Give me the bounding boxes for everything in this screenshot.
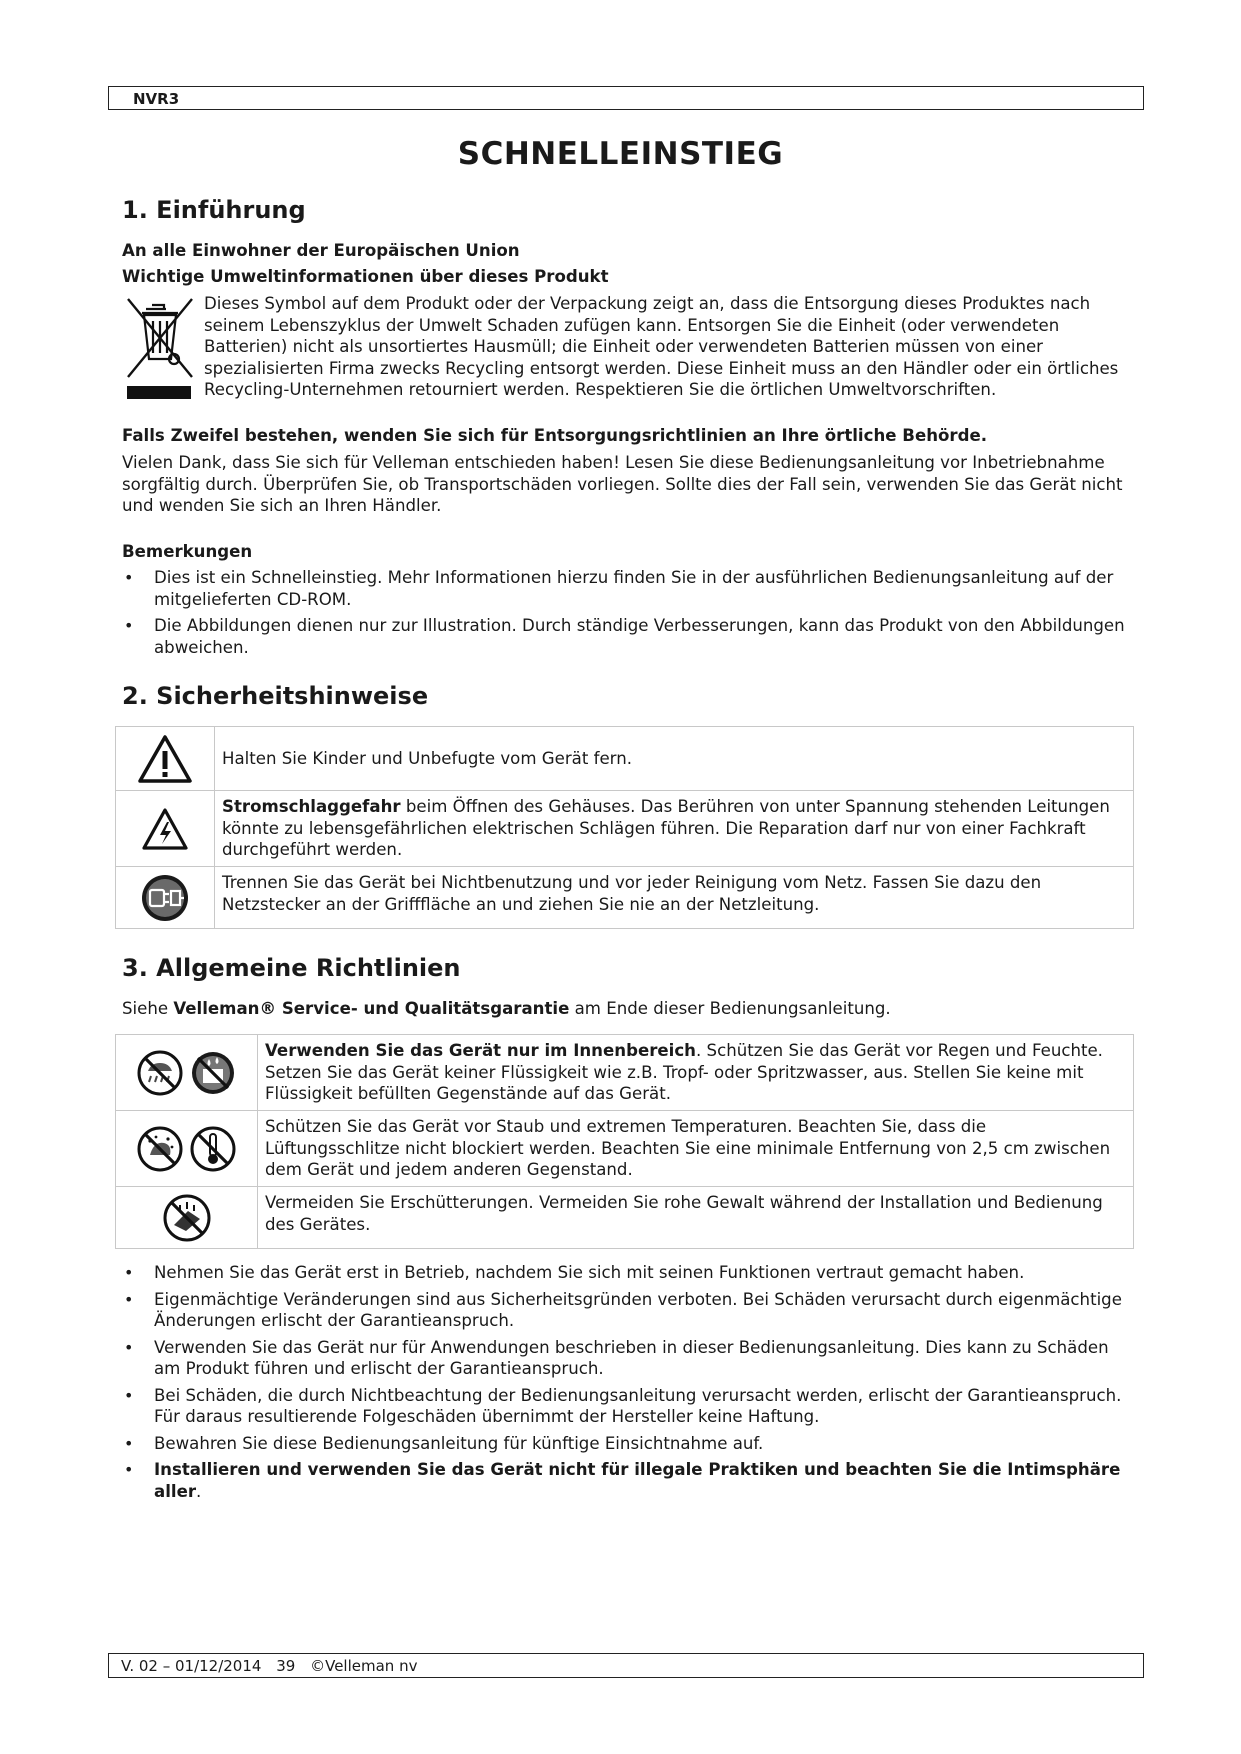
disposal-doubt-text: Falls Zweifel bestehen, wenden Sie sich für Entsorgungsrichtlinien an Ihre örtliche Behörde. <box>122 426 988 445</box>
table-row <box>116 1111 1134 1187</box>
guarantee-intro <box>122 998 1132 1020</box>
list-item <box>122 1459 1132 1502</box>
list-item: • Dies ist ein Schnelleinstieg. Mehr Informationen hierzu finden Sie in der ausführlichen Bedienungsanleitung auf der mitgelieferten CD-ROM. <box>122 567 1132 610</box>
list-item: • Eigenmächtige Veränderungen sind aus Sicherheitsgründen verboten. Bei Schäden verursacht durch eigenmächtige Änderungen erlischt der Garantieanspruch. <box>122 1289 1132 1332</box>
page-footer <box>108 1653 1144 1678</box>
text-cell: Trennen Sie das Gerät bei Nichtbenutzung und vor jeder Reinigung vom Netz. Fassen Sie dazu den Netzstecker an der Grifffläche an und ziehen Sie nie an der Netzleitung. <box>215 867 1134 929</box>
weee-bin-icon <box>122 293 198 379</box>
list-item: • Verwenden Sie das Gerät nur für Anwendungen beschrieben in dieser Bedienungsanleitung. Dies kann zu Schäden am Produkt führen und erlischt der Garantieanspruch. <box>122 1337 1132 1380</box>
table-row <box>116 1035 1134 1111</box>
table-row <box>116 1187 1134 1249</box>
safety-table <box>115 726 1134 929</box>
copyright-label: ©Velleman nv <box>310 1657 418 1675</box>
no-rain-icon <box>136 1062 189 1081</box>
intro-suffix: am Ende dieser Bedienungsanleitung. <box>569 999 891 1018</box>
no-dust-icon <box>136 1138 189 1157</box>
icon-cell <box>116 1035 258 1111</box>
version-label: V. 02 – 01/12/2014 <box>121 1657 262 1675</box>
remarks-heading: Bemerkungen <box>122 542 253 561</box>
no-water-icon <box>189 1062 237 1081</box>
icon-cell <box>116 791 215 867</box>
intro-prefix: Siehe <box>122 999 174 1018</box>
text-cell: Schützen Sie das Gerät vor Staub und extremen Temperaturen. Beachten Sie, dass die Lüftungsschlitze nicht blockiert werden. Beachten Sie eine minimale Entfernung von 2,5 cm zwischen dem Gerät und jedem anderen Gegenstand. <box>258 1111 1134 1187</box>
text-cell: Vermeiden Sie Erschütterungen. Vermeiden Sie rohe Gewalt während der Installation und Bedienung des Gerätes. <box>258 1187 1134 1249</box>
electric-shock-icon <box>141 818 189 837</box>
indoor-bold: Verwenden Sie das Gerät nur im Innenbereich <box>265 1041 696 1060</box>
last-bullet-bold: Installieren und verwenden Sie das Gerät nicht für illegale Praktiken und beachten Sie die Intimsphäre aller <box>154 1460 1121 1501</box>
guidelines-list <box>122 1262 1132 1502</box>
section-3-heading: 3. Allgemeine Richtlinien <box>122 954 461 982</box>
remarks-list <box>122 567 1132 658</box>
section-1-heading: 1. Einführung <box>122 196 306 224</box>
text-cell: Halten Sie Kinder und Unbefugte vom Gerät fern. <box>215 727 1134 791</box>
icon-cell <box>116 1187 258 1249</box>
warning-icon <box>137 748 193 767</box>
last-bullet-suffix: . <box>196 1481 202 1501</box>
thanks-text: Vielen Dank, dass Sie sich für Velleman entschieden haben! Lesen Sie diese Bedienungsanleitung vor Inbetriebnahme sorgfältig durch. Überprüfen Sie, ob Transportschäden vorliegen. Sollte dies der Fall sein, verwenden Sie das Gerät nicht und wenden Sie sich an Ihren Händler. <box>122 453 1123 515</box>
table-row <box>116 727 1134 791</box>
model-label: NVR3 <box>133 90 180 108</box>
icon-cell <box>116 727 215 791</box>
text-cell <box>215 791 1134 867</box>
weee-bar <box>127 386 191 399</box>
document-title: SCHNELLEINSTIEG <box>457 136 784 172</box>
table-row <box>116 791 1134 867</box>
indoor-text: . Schützen Sie das Gerät vor Regen und Feuchte. Setzen Sie das Gerät keiner Flüssigkeit wie z.B. Tropf- oder Spritzwasser, aus. Stellen Sie keine mit Flüssigkeit befüllten Gegenstände auf das Gerät. <box>265 1041 1103 1103</box>
shock-text: beim Öffnen des Gehäuses. Das Berühren von unter Spannung stehenden Leitungen könnte zu lebensgefährlichen elektrischen Schlägen führen. Die Reparation darf nur von einer Fachkraft durchgeführt werden. <box>222 797 1110 859</box>
icon-cell <box>116 867 215 929</box>
shock-bold: Stromschlaggefahr <box>222 797 401 816</box>
icon-cell <box>116 1111 258 1187</box>
no-shock-icon <box>162 1207 212 1226</box>
list-item: • Bei Schäden, die durch Nichtbeachtung der Bedienungsanleitung verursacht werden, erlischt der Garantieanspruch. Für daraus resultierende Folgeschäden übernimmt der Hersteller keine Haftung. <box>122 1385 1132 1428</box>
eu-heading: An alle Einwohner der Europäischen Union <box>122 241 520 260</box>
weee-text: Dieses Symbol auf dem Produkt oder der Verpackung zeigt an, dass die Entsorgung dieses Produktes nach seinem Lebenszyklus der Umwelt Schaden zufügen kann. Entsorgen Sie die Einheit (oder verwendeten Batterien) nicht als unsortiertes Hausmüll; die Einheit oder verwendeten Batterien müssen von einer spezialisierten Firma zwecks Recycling entsorgt werden. Diese Einheit muss an den Händler oder ein örtliches Recycling-Unternehmen retourniert werden. Respektieren Sie die örtlichen Umweltvorschriften. <box>204 294 1119 399</box>
env-heading: Wichtige Umweltinformationen über dieses Produkt <box>122 267 609 286</box>
unplug-icon <box>140 887 190 906</box>
section-2-heading: 2. Sicherheitshinweise <box>122 682 429 710</box>
page-number: 39 <box>276 1657 296 1675</box>
text-cell <box>258 1035 1134 1111</box>
list-item: • Nehmen Sie das Gerät erst in Betrieb, nachdem Sie sich mit seinen Funktionen vertraut gemacht haben. <box>122 1262 1132 1284</box>
list-item: • Die Abbildungen dienen nur zur Illustration. Durch ständige Verbesserungen, kann das Produkt von den Abbildungen abweichen. <box>122 615 1132 658</box>
intro-bold: Velleman® Service- und Qualitätsgarantie <box>173 999 570 1018</box>
page-header <box>108 86 1144 110</box>
no-heat-icon <box>189 1138 237 1157</box>
list-item: • Bewahren Sie diese Bedienungsanleitung für künftige Einsichtnahme auf. <box>122 1433 1132 1455</box>
guidelines-table <box>115 1034 1134 1249</box>
table-row <box>116 867 1134 929</box>
